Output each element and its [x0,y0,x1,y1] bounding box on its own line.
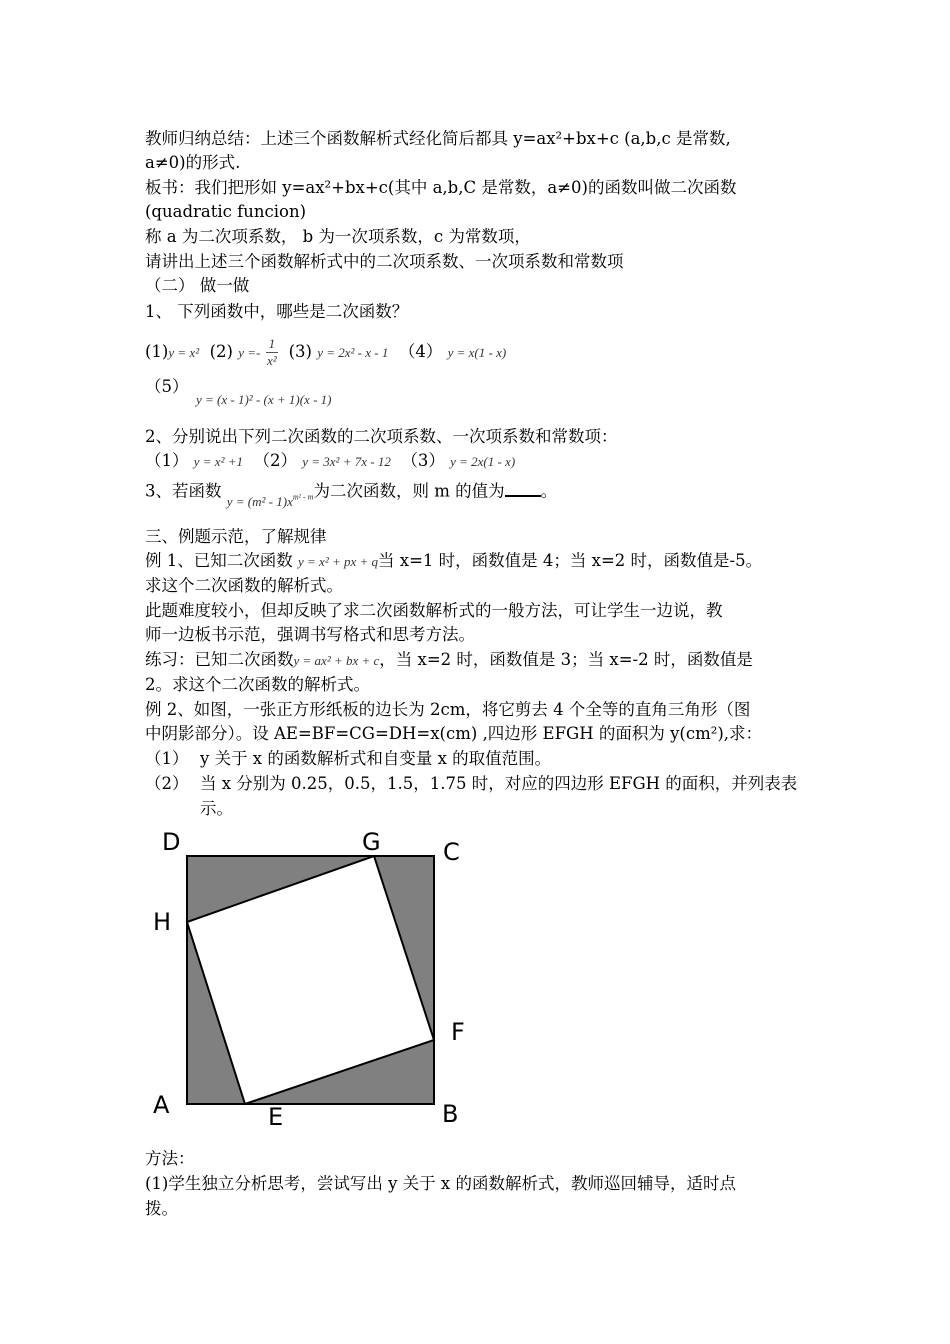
question-2-items [145,449,515,474]
section-heading-2: （二） 做一做 [145,276,250,295]
q1-label-5: （5） [145,377,189,396]
method-heading: 方法： [145,1149,195,1168]
method-1-cont: 拨。 [145,1199,178,1218]
q1-formula-1: y = x² [168,345,200,360]
label-e: E [268,1103,284,1131]
q3-exponent: m² - m [292,492,314,501]
paragraph-ask: 请讲出上述三个函数解析式中的二次项系数、一次项系数和常数项 [145,252,624,271]
sub-question-2-cont: 示。 [200,799,233,818]
label-d: D [162,828,181,856]
sub-question-2: 当 x 分别为 0.25，0.5，1.5，1.75 时，对应的四边形 EFGH 的面积，并列表表 [200,774,798,793]
practice [145,648,753,673]
method-1: (1)学生独立分析思考，尝试写出 y 关于 x 的函数解析式，教师巡回辅导，适时点 [145,1174,736,1193]
label-c: C [443,838,460,866]
note-1: 此题难度较小，但却反映了求二次函数解析式的一般方法，可让学生一边说，教 [145,601,723,620]
q1-formula-4: y = x(1 - x) [447,345,507,360]
label-f: F [451,1018,465,1046]
answer-blank [505,481,541,497]
paragraph-summary-cont: a≠0)的形式. [145,153,241,172]
q1-label-2: (2) [209,342,233,361]
square-figure [140,820,480,1140]
sub-question-2-label: （2） [145,774,189,793]
paragraph-board-cont: (quadratic funcion) [145,202,307,221]
q2-formula-3: y = 2x(1 - x) [450,454,516,469]
q1-label-1: (1) [145,342,169,361]
paragraph-terms: 称 a 为二次项系数， b 为一次项系数，c 为常数项， [145,227,531,246]
question-2: 2、分别说出下列二次函数的二次项系数、一次项系数和常数项： [145,427,618,446]
question-1: 1、 下列函数中，哪些是二次函数？ [145,302,409,321]
q1-formula-2a: y =- [238,345,261,360]
question-1-item-5 [145,375,189,399]
q2-formula-2: y = 3x² + 7x - 12 [302,454,391,469]
label-h: H [153,908,172,936]
q3-prefix: 3、若函数 [145,481,222,501]
q1-label-3: (3) [288,342,312,361]
q1-formula-5: y = (x - 1)² - (x + 1)(x - 1) [196,392,332,407]
section-heading-3: 三、例题示范，了解规律 [145,527,327,546]
example-1-cont: 求这个二次函数的解析式。 [145,576,343,595]
q3-suffix: 为二次函数，则 m 的值为 [313,481,505,501]
question-1-items [145,336,506,369]
q2-formula-1: y = x² +1 [193,454,243,469]
q1-fraction: $\frac{1}{\text{x²}}$ [267,336,277,368]
practice-suffix: ，当 x=2 时，函数值是 3；当 x=-2 时，函数值是 [379,650,753,669]
example-2: 例 2、如图，一张正方形纸板的边长为 2cm，将它剪去 4 个全等的直角三角形（图 [145,700,751,719]
q3-formula: y = (m² - 1)x [226,493,293,509]
q1-label-4: （4） [398,342,443,361]
sub-question-1: y 关于 x 的函数解析式和自变量 x 的取值范围。 [200,749,552,768]
ex1-formula: y = x² + px + q [298,554,379,569]
q3-end: 。 [540,481,558,501]
paragraph-summary: 教师归纳总结：上述三个函数解析式经化简后都具 y=ax²+bx+c (a,b,c 是常数, [145,129,731,148]
label-g: G [362,828,381,856]
practice-cont: 2。求这个二次函数的解析式。 [145,675,370,694]
note-1-cont: 师一边板书示范，强调书写格式和思考方法。 [145,625,475,644]
q1-formula-3: y = 2x² - x - 1 [317,345,389,360]
label-b: B [442,1100,459,1128]
ex1-suffix: 当 x=1 时，函数值是 4；当 x=2 时，函数值是-5。 [378,551,763,570]
q2-label-3: （3） [401,451,445,470]
example-2-cont: 中阴影部分）。设 AE=BF=CG=DH=x(cm) ,四边形 EFGH 的面积为 y(cm²),求： [145,724,763,743]
q2-label-1: （1） [145,451,189,470]
example-1 [145,549,762,574]
question-3 [145,476,558,509]
question-1-formula-5 [196,387,331,412]
practice-prefix: 练习：已知二次函数 [145,650,294,669]
q2-label-2: （2） [253,451,297,470]
label-a: A [153,1091,170,1119]
sub-question-1-label: （1） [145,749,189,768]
ex1-prefix: 例 1、已知二次函数 [145,551,293,570]
paragraph-board: 板书：我们把形如 y=ax²+bx+c(其中 a,b,C 是常数，a≠0)的函数叫做二次函数 [145,178,737,197]
practice-formula: y = ax² + bx + c [293,653,380,668]
